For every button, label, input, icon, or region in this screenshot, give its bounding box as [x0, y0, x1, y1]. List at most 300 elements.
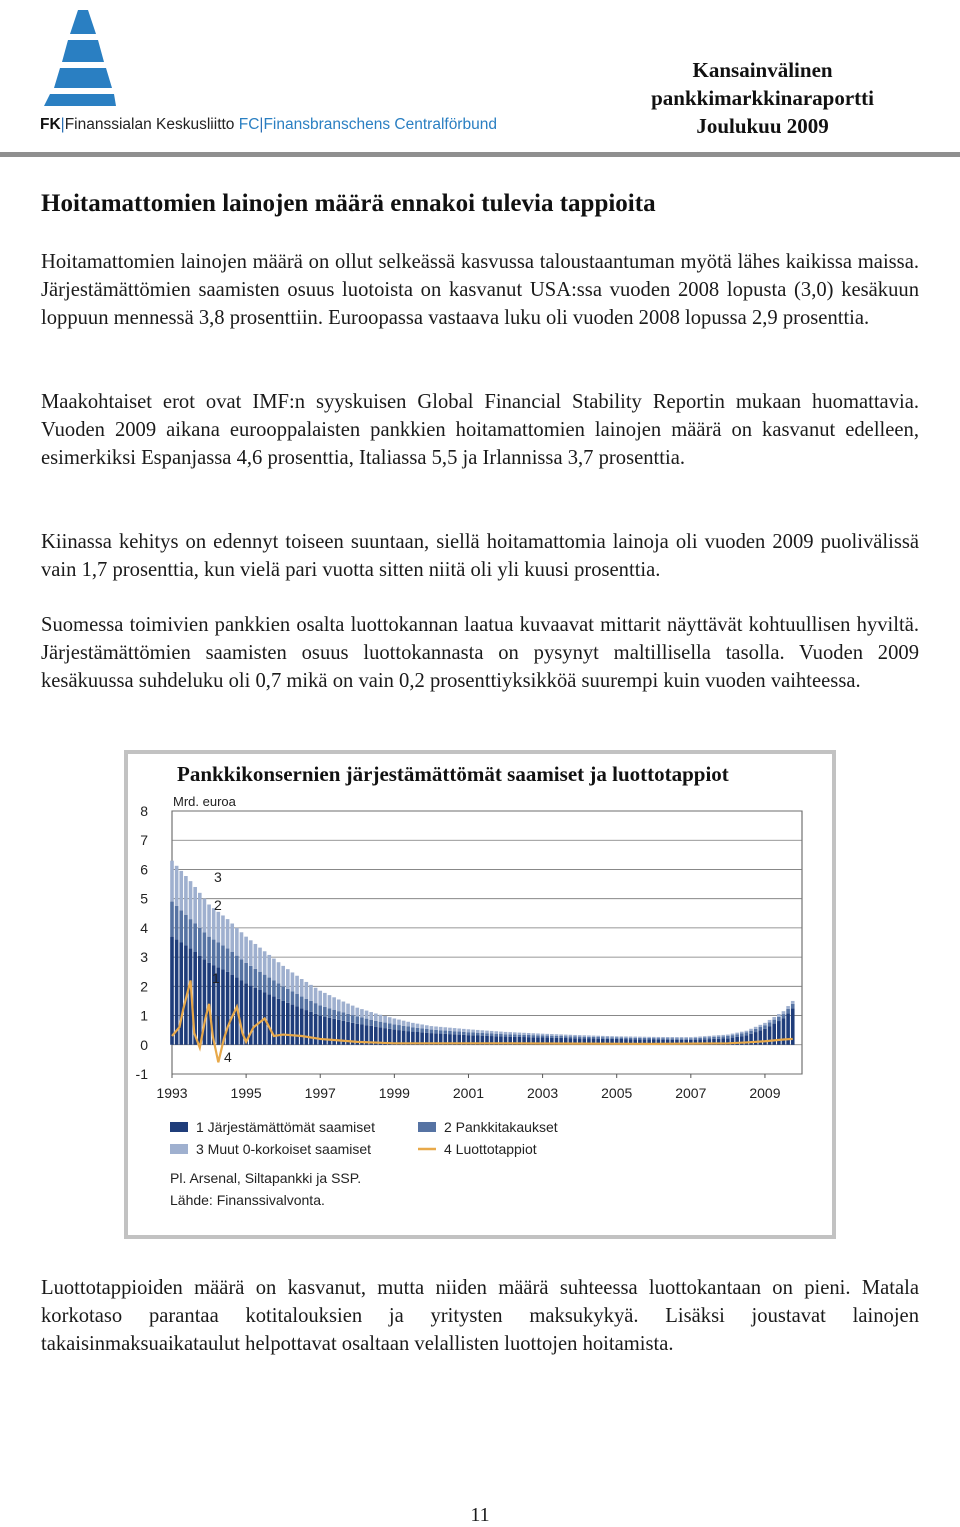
bar-series-3: [768, 1020, 772, 1022]
bar-series-2: [782, 1014, 786, 1018]
bar-series-2: [323, 1007, 327, 1017]
bar-series-3: [569, 1035, 573, 1037]
bar-series-2: [286, 989, 290, 1003]
x-tick-label: 1997: [304, 1085, 336, 1101]
bar-series-2: [717, 1037, 721, 1039]
bar-series-2: [527, 1035, 531, 1037]
bar-series-3: [694, 1037, 698, 1038]
bar-series-2: [684, 1038, 688, 1039]
legend-swatch: [170, 1144, 188, 1154]
bar-series-2: [791, 1004, 795, 1008]
bar-series-3: [564, 1035, 568, 1037]
bar-series-3: [717, 1035, 721, 1036]
bar-series-1: [230, 975, 234, 1045]
bar-series-2: [513, 1035, 517, 1037]
bar-series-3: [670, 1037, 674, 1038]
bar-series-2: [735, 1034, 739, 1037]
bar-series-3: [555, 1034, 559, 1036]
bar-series-2: [532, 1035, 536, 1037]
bar-series-2: [592, 1037, 596, 1039]
bar-series-3: [328, 995, 332, 1008]
bar-series-2: [226, 948, 230, 971]
bar-series-3: [226, 919, 230, 948]
bar-series-3: [629, 1037, 633, 1038]
bar-series-2: [379, 1022, 383, 1028]
x-tick-label: 2001: [452, 1085, 485, 1101]
series-callout-label: 3: [214, 869, 222, 885]
y-tick-label: 8: [140, 803, 148, 819]
bar-series-3: [462, 1029, 466, 1032]
bar-series-3: [318, 991, 322, 1006]
y-tick-label: 0: [140, 1036, 148, 1053]
legend-label: 3 Muut 0-korkoiset saamiset: [196, 1141, 372, 1157]
bar-series-2: [740, 1033, 744, 1036]
bar-series-2: [698, 1038, 702, 1040]
report-title-line2: pankkimarkkinaraportti: [651, 86, 874, 110]
bar-series-3: [402, 1021, 406, 1026]
bar-series-3: [578, 1035, 582, 1036]
bar-series-2: [281, 986, 285, 1001]
bar-series-1: [782, 1018, 786, 1044]
bar-series-2: [601, 1037, 605, 1039]
bar-series-2: [179, 910, 183, 942]
bar-series-2: [777, 1017, 781, 1021]
bar-series-2: [439, 1030, 443, 1033]
y-tick-label: 6: [140, 861, 148, 878]
bar-series-3: [397, 1020, 401, 1025]
bar-series-3: [203, 899, 207, 933]
bar-series-3: [351, 1006, 355, 1015]
bar-series-3: [772, 1017, 776, 1020]
x-tick-label: 1999: [378, 1085, 410, 1101]
bar-series-2: [582, 1037, 586, 1039]
logo-pyramid-tier-1: [70, 10, 96, 34]
bar-series-2: [221, 945, 225, 969]
bar-series-2: [217, 943, 221, 968]
bar-series-3: [633, 1037, 637, 1038]
x-tick-label: 1995: [230, 1085, 262, 1101]
bar-series-1: [318, 1016, 322, 1045]
bar-series-3: [508, 1032, 512, 1034]
bar-series-2: [462, 1032, 466, 1035]
bar-series-3: [249, 940, 253, 966]
bar-series-2: [587, 1037, 591, 1039]
bar-series-3: [680, 1037, 684, 1038]
bar-series-3: [235, 928, 239, 956]
bar-series-2: [189, 919, 193, 948]
bar-series-3: [175, 866, 179, 906]
bar-series-2: [624, 1038, 628, 1039]
bar-series-2: [453, 1031, 457, 1034]
x-tick-label: 2005: [601, 1085, 633, 1101]
bar-series-2: [578, 1037, 582, 1039]
chart-note: Pl. Arsenal, Siltapankki ja SSP.: [170, 1170, 362, 1186]
bar-series-2: [494, 1034, 498, 1036]
bar-series-3: [281, 966, 285, 986]
bar-series-2: [638, 1038, 642, 1039]
bar-series-2: [309, 1001, 313, 1012]
bar-series-2: [606, 1037, 610, 1039]
bar-series-2: [374, 1021, 378, 1027]
bar-series-1: [179, 943, 183, 1045]
bar-series-3: [439, 1027, 443, 1030]
bar-series-1: [314, 1014, 318, 1045]
bar-series-2: [360, 1018, 364, 1025]
bar-series-3: [258, 948, 262, 972]
article-title: Hoitamattomien lainojen määrä ennakoi tulevia tappioita: [41, 190, 656, 217]
bar-series-2: [328, 1008, 332, 1017]
bar-series-1: [254, 988, 258, 1045]
bar-series-3: [545, 1034, 549, 1036]
bar-series-2: [175, 906, 179, 940]
report-date: Joulukuu 2009: [696, 114, 829, 138]
bar-series-1: [170, 937, 174, 1045]
bar-series-1: [309, 1012, 313, 1045]
bar-series-3: [689, 1037, 693, 1038]
bar-series-3: [309, 985, 313, 1001]
bar-series-2: [235, 956, 239, 978]
bar-series-2: [504, 1034, 508, 1036]
logo-fk: FK: [40, 116, 61, 133]
legend-label: 4 Luottotappiot: [444, 1141, 537, 1157]
bar-series-2: [536, 1035, 540, 1037]
logo-pyramid-tier-4: [44, 94, 116, 106]
chart: [128, 754, 832, 1235]
bar-series-3: [740, 1032, 744, 1034]
bar-series-2: [212, 940, 216, 966]
bar-series-2: [467, 1032, 471, 1035]
bar-series-3: [267, 955, 271, 978]
bar-series-3: [643, 1037, 647, 1038]
bar-series-2: [393, 1024, 397, 1029]
bar-series-3: [434, 1026, 438, 1029]
bar-series-3: [541, 1034, 545, 1036]
bar-series-2: [745, 1033, 749, 1036]
bar-series-3: [217, 912, 221, 943]
bar-series-2: [564, 1036, 568, 1038]
paragraph-5: Luottotappioiden määrä on kasvanut, mutta niiden määrä suhteessa luottokantaan on pieni. Matala korkotaso parantaa kotitalouksien ja yritysten maksukykyä. Lisäksi joustavat lainojen takaisinmaksuaikataulut helpottavat osaltaan velallisten luottojen hoitamista.: [41, 1277, 919, 1355]
bar-series-2: [369, 1020, 373, 1026]
bar-series-2: [647, 1038, 651, 1039]
bar-series-3: [263, 951, 267, 974]
bar-series-3: [592, 1036, 596, 1037]
bar-series-3: [559, 1034, 563, 1036]
bar-series-3: [221, 915, 225, 945]
bar-series-3: [189, 881, 193, 919]
bar-series-3: [708, 1036, 712, 1037]
bar-series-3: [198, 893, 202, 928]
y-tick-label: 3: [140, 949, 148, 966]
bar-series-2: [300, 997, 304, 1009]
bar-series-2: [342, 1012, 346, 1020]
bar-series-2: [596, 1037, 600, 1039]
bar-series-2: [633, 1038, 637, 1039]
bar-series-3: [657, 1037, 661, 1038]
bar-series-2: [434, 1030, 438, 1033]
bar-series-2: [318, 1005, 322, 1015]
bar-series-2: [230, 952, 234, 975]
y-tick-label: -1: [135, 1066, 148, 1082]
report-title-line1: Kansainvälinen: [692, 58, 833, 82]
bar-series-2: [657, 1038, 661, 1039]
bar-series-2: [476, 1033, 480, 1036]
bar-series-3: [513, 1032, 517, 1034]
bar-series-3: [606, 1036, 610, 1037]
bar-series-1: [323, 1017, 327, 1045]
x-tick-label: 2009: [749, 1085, 781, 1101]
bar-series-2: [411, 1027, 415, 1031]
paragraph-1: Hoitamattomien lainojen määrä on ollut selkeässä kasvussa taloustaantuman myötä lähes kaikissa maissa. Järjestämättömien saamisten osuus luotoista on kasvanut USA:ssa vuoden 2008 lopusta (3,0) kesäkuun loppuun mennessä 3,8 prosenttiin. Euroopassa vastaava luku oli vuoden 2008 lopussa 2,9 prosenttia.: [41, 251, 919, 329]
bar-series-3: [277, 962, 281, 983]
logo-org-fi: Finanssialan Keskusliitto: [64, 116, 235, 133]
bar-series-2: [721, 1036, 725, 1038]
bar-series-1: [198, 956, 202, 1045]
bar-series-2: [397, 1025, 401, 1030]
bar-series-2: [295, 994, 299, 1006]
bar-series-3: [453, 1028, 457, 1031]
bar-series-3: [393, 1018, 397, 1024]
paragraph-3: Kiinassa kehitys on edennyt toiseen suuntaan, siellä hoitamattomia lainoja oli vuoden 2009 puolivälissä vain 1,7 prosenttia, kun vielä pari vuotta sitten niitä oli yli kuusi prosenttia.: [41, 531, 919, 581]
bar-series-1: [291, 1005, 295, 1045]
header-rule: [0, 152, 960, 157]
bar-series-2: [703, 1037, 707, 1039]
chart-source: Lähde: Finanssivalvonta.: [170, 1192, 325, 1208]
bar-series-3: [587, 1035, 591, 1036]
bar-series-2: [272, 980, 276, 996]
bar-series-2: [670, 1038, 674, 1039]
bar-series-3: [791, 1001, 795, 1004]
bar-series-3: [759, 1025, 763, 1027]
bar-series-2: [569, 1036, 573, 1038]
bar-series-2: [430, 1030, 434, 1034]
bar-series-2: [754, 1029, 758, 1032]
logo-fc: FC: [238, 116, 260, 133]
bar-series-3: [295, 976, 299, 994]
bar-series-2: [240, 959, 244, 980]
bar-series-2: [508, 1034, 512, 1036]
legend-label: 1 Järjestämättömät saamiset: [196, 1119, 375, 1135]
bar-series-2: [448, 1031, 452, 1034]
bar-series-2: [267, 978, 271, 995]
bar-series-3: [721, 1035, 725, 1036]
bar-series-2: [712, 1037, 716, 1039]
legend-label: 2 Pankkitakaukset: [444, 1119, 558, 1135]
bar-series-2: [666, 1038, 670, 1039]
y-tick-label: 5: [140, 890, 148, 907]
bar-series-3: [305, 982, 309, 999]
bar-series-3: [749, 1029, 753, 1031]
logo-pyramid-tier-2: [62, 40, 104, 62]
bar-series-3: [448, 1028, 452, 1031]
bar-series-2: [726, 1036, 730, 1038]
series-callout-label: 1: [212, 970, 220, 986]
bar-series-3: [179, 871, 183, 910]
bar-series-3: [444, 1027, 448, 1030]
chart-title: Pankkikonsernien järjestämättömät saamiset ja luottotappiot: [177, 762, 729, 786]
bar-series-2: [388, 1023, 392, 1028]
bar-series-2: [675, 1038, 679, 1039]
bar-series-3: [763, 1023, 767, 1025]
bar-series-3: [369, 1012, 373, 1020]
bar-series-1: [221, 970, 225, 1045]
bar-series-2: [355, 1016, 359, 1023]
bar-series-2: [291, 991, 295, 1004]
bar-series-2: [203, 932, 207, 959]
bar-series-3: [485, 1031, 489, 1034]
bar-series-2: [425, 1029, 429, 1033]
y-tick-label: 4: [140, 919, 148, 936]
bar-series-3: [684, 1037, 688, 1038]
bar-series-3: [230, 924, 234, 952]
bar-series-2: [759, 1027, 763, 1030]
bar-series-3: [481, 1030, 485, 1033]
bar-series-1: [300, 1008, 304, 1045]
bar-series-3: [615, 1036, 619, 1037]
bar-series-3: [476, 1030, 480, 1033]
bar-series-3: [726, 1035, 730, 1036]
bar-series-3: [582, 1035, 586, 1036]
bar-series-3: [323, 993, 327, 1007]
bar-series-3: [337, 999, 341, 1011]
bar-series-3: [207, 905, 211, 937]
bar-series-3: [467, 1029, 471, 1032]
bar-series-1: [305, 1010, 309, 1045]
bar-series-2: [490, 1033, 494, 1036]
bar-series-3: [647, 1037, 651, 1038]
bar-series-3: [300, 979, 304, 997]
bar-series-3: [527, 1033, 531, 1035]
bar-series-2: [277, 983, 281, 998]
bar-series-3: [661, 1037, 665, 1038]
bar-series-3: [624, 1036, 628, 1037]
bar-series-2: [786, 1009, 790, 1013]
bar-series-2: [337, 1011, 341, 1020]
bar-series-2: [471, 1032, 475, 1035]
bar-series-2: [193, 924, 197, 952]
bar-series-1: [267, 994, 271, 1044]
bar-series-2: [749, 1031, 753, 1034]
x-tick-label: 1993: [156, 1085, 188, 1101]
logo-wordmark: FK|Finanssialan Keskusliitto FC|Finansbranschens Centralförbund: [40, 116, 497, 133]
bar-series-3: [411, 1023, 415, 1027]
page-number: 11: [470, 1504, 490, 1526]
bar-series-2: [550, 1036, 554, 1038]
logo-pyramid-tier-3: [54, 68, 112, 88]
bar-series-3: [494, 1031, 498, 1033]
series-callout-label: 4: [224, 1049, 232, 1065]
bar-series-2: [249, 966, 253, 986]
bar-series-3: [240, 932, 244, 959]
bar-series-3: [596, 1036, 600, 1037]
bar-series-3: [638, 1037, 642, 1038]
y-tick-label: 2: [140, 978, 148, 995]
bar-series-2: [263, 975, 267, 993]
bar-series-3: [342, 1002, 346, 1013]
bar-series-2: [661, 1038, 665, 1039]
bar-series-3: [383, 1016, 387, 1023]
bar-series-3: [620, 1036, 624, 1037]
bar-series-2: [444, 1031, 448, 1034]
series-callout-label: 2: [214, 897, 222, 913]
bar-series-2: [314, 1003, 318, 1014]
bar-series-2: [457, 1032, 461, 1035]
bar-series-3: [314, 988, 318, 1003]
bar-series-3: [735, 1033, 739, 1035]
bar-series-2: [198, 928, 202, 956]
bar-series-3: [360, 1009, 364, 1017]
bar-series-2: [680, 1038, 684, 1039]
bar-series-3: [601, 1036, 605, 1037]
bar-series-3: [425, 1025, 429, 1029]
bar-series-2: [170, 902, 174, 937]
bar-series-3: [430, 1026, 434, 1030]
bar-series-2: [643, 1038, 647, 1039]
bar-series-3: [745, 1031, 749, 1033]
bar-series-3: [573, 1035, 577, 1036]
bar-series-3: [272, 959, 276, 981]
y-tick-label: 7: [140, 832, 148, 849]
bar-series-2: [731, 1035, 735, 1037]
bar-series-3: [471, 1030, 475, 1033]
bar-series-2: [763, 1025, 767, 1029]
bar-series-3: [291, 972, 295, 991]
bar-series-3: [170, 861, 174, 902]
bar-series-2: [244, 963, 248, 983]
bar-series-3: [346, 1004, 350, 1014]
bar-series-2: [555, 1036, 559, 1038]
bar-series-3: [388, 1017, 392, 1023]
bar-series-2: [499, 1034, 503, 1036]
bar-series-3: [379, 1015, 383, 1022]
bar-series-2: [332, 1010, 336, 1019]
bar-series-2: [485, 1033, 489, 1036]
bar-series-3: [193, 887, 197, 924]
bar-series-3: [550, 1034, 554, 1036]
bar-series-3: [286, 969, 290, 989]
bar-series-2: [694, 1038, 698, 1040]
bar-series-3: [365, 1011, 369, 1019]
chart-frame: [124, 750, 836, 1239]
bar-series-3: [499, 1032, 503, 1034]
bar-series-2: [254, 969, 258, 988]
bar-series-2: [346, 1014, 350, 1022]
bar-series-2: [207, 937, 211, 963]
paragraph-2: Maakohtaiset erot ovat IMF:n syyskuisen Global Financial Stability Reportin mukaan huomattavia. Vuoden 2009 aikana eurooppalaisten pankkien hoitamattomien lainojen määrä on kasvanut edelleen, esimerkiksi Espanjassa 4,6 prosenttia, Italiassa 5,5 ja Irlannissa 3,7 prosenttia.: [41, 391, 919, 469]
bar-series-2: [518, 1035, 522, 1037]
x-tick-label: 2003: [527, 1085, 559, 1101]
bar-series-2: [629, 1038, 633, 1039]
bar-series-1: [277, 999, 281, 1045]
bar-series-3: [406, 1022, 410, 1027]
bar-series-2: [258, 972, 262, 990]
y-tick-label: 1: [140, 1007, 148, 1024]
bar-series-2: [522, 1035, 526, 1037]
bar-series-2: [652, 1038, 656, 1039]
bar-series-3: [786, 1006, 790, 1009]
bar-series-3: [518, 1033, 522, 1035]
bar-series-2: [559, 1036, 563, 1038]
y-axis-label: Mrd. euroa: [173, 794, 236, 809]
paragraph-4: Suomessa toimivien pankkien osalta luottokannan laatua kuvaavat mittarit näyttävät kohtuullisen hyviltä. Järjestämättömien saamisten osuus luottokannasta on pysynyt maltillisella tasolla. Vuoden 2009 kesäkuussa suhdeluku oli 0,7 mikä on vain 0,2 prosenttiyksikköä suurempi kuin vuoden vaihteessa.: [41, 614, 919, 692]
bar-series-3: [184, 876, 188, 915]
legend-swatch: [418, 1122, 436, 1132]
bar-series-3: [731, 1034, 735, 1036]
bar-series-3: [532, 1033, 536, 1035]
bar-series-3: [712, 1036, 716, 1037]
bar-series-3: [332, 997, 336, 1009]
bar-series-3: [666, 1037, 670, 1038]
bar-series-1: [286, 1003, 290, 1045]
